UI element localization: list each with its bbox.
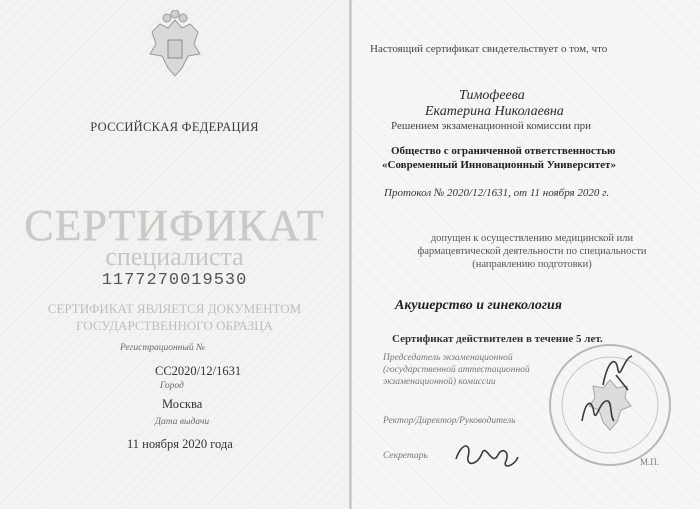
registration-number: СС2020/12/1631 <box>155 364 242 378</box>
certificate-note <box>0 300 349 334</box>
secretary-label: Секретарь <box>383 451 428 461</box>
chair-line-3: экзаменационной) комиссии <box>383 377 496 387</box>
organization-line-2: «Современный Инновационный Университет» <box>382 159 616 171</box>
certificate-intro: Настоящий сертификат свидетельствует о том, что <box>370 43 608 55</box>
chair-signature <box>598 350 638 395</box>
certificate-number: 1177270019530 <box>101 271 248 290</box>
specialty: Акушерство и гинекология <box>395 298 562 313</box>
holder-surname: Тимофеева <box>459 88 525 103</box>
registration-label: Регистрационный № <box>120 343 205 353</box>
city-value: Москва <box>162 397 203 411</box>
organization-line-1: Общество с ограниченной ответственностью <box>391 145 616 157</box>
chair-line-1: Председатель экзаменационной <box>383 353 513 363</box>
chair-line-2: (государственной аттестационной <box>383 365 530 375</box>
admission-line-1: допущен к осуществлению медицинской или <box>430 233 634 244</box>
note-line-2: ГОСУДАРСТВЕННОГО ОБРАЗЦА <box>76 318 273 333</box>
left-page <box>0 0 349 509</box>
decision-text: Решением экзаменационной комиссии при <box>391 120 592 132</box>
admission-line-3: (направлению подготовки) <box>472 259 592 270</box>
secretary-signature <box>452 437 522 475</box>
admission-text <box>372 232 692 271</box>
coat-of-arms-emblem <box>140 10 210 90</box>
issue-date-label: Дата выдачи <box>155 417 210 427</box>
city-label: Город <box>160 381 184 391</box>
stamp-place-label: М.П. <box>640 457 660 467</box>
validity-text: Сертификат действителен в течение 5 лет. <box>392 333 603 345</box>
note-line-1: СЕРТИФИКАТ ЯВЛЯЕТСЯ ДОКУМЕНТОМ <box>47 301 302 316</box>
certificate-title: СЕРТИФИКАТ <box>24 201 325 250</box>
rector-signature <box>578 393 618 428</box>
admission-line-2: фармацевтической деятельности по специальности <box>417 246 647 257</box>
holder-given-names: Екатерина Николаевна <box>425 104 564 119</box>
certificate-subtitle: специалиста <box>105 242 244 271</box>
commission-chair-label <box>383 352 530 388</box>
rector-label: Ректор/Директор/Руководитель <box>383 416 516 426</box>
issue-date-value: 11 ноября 2020 года <box>127 437 233 451</box>
country-name: РОССИЙСКАЯ ФЕДЕРАЦИЯ <box>90 120 259 134</box>
protocol-line: Протокол № 2020/12/1631, от 11 ноября 2020 г. <box>384 187 610 199</box>
